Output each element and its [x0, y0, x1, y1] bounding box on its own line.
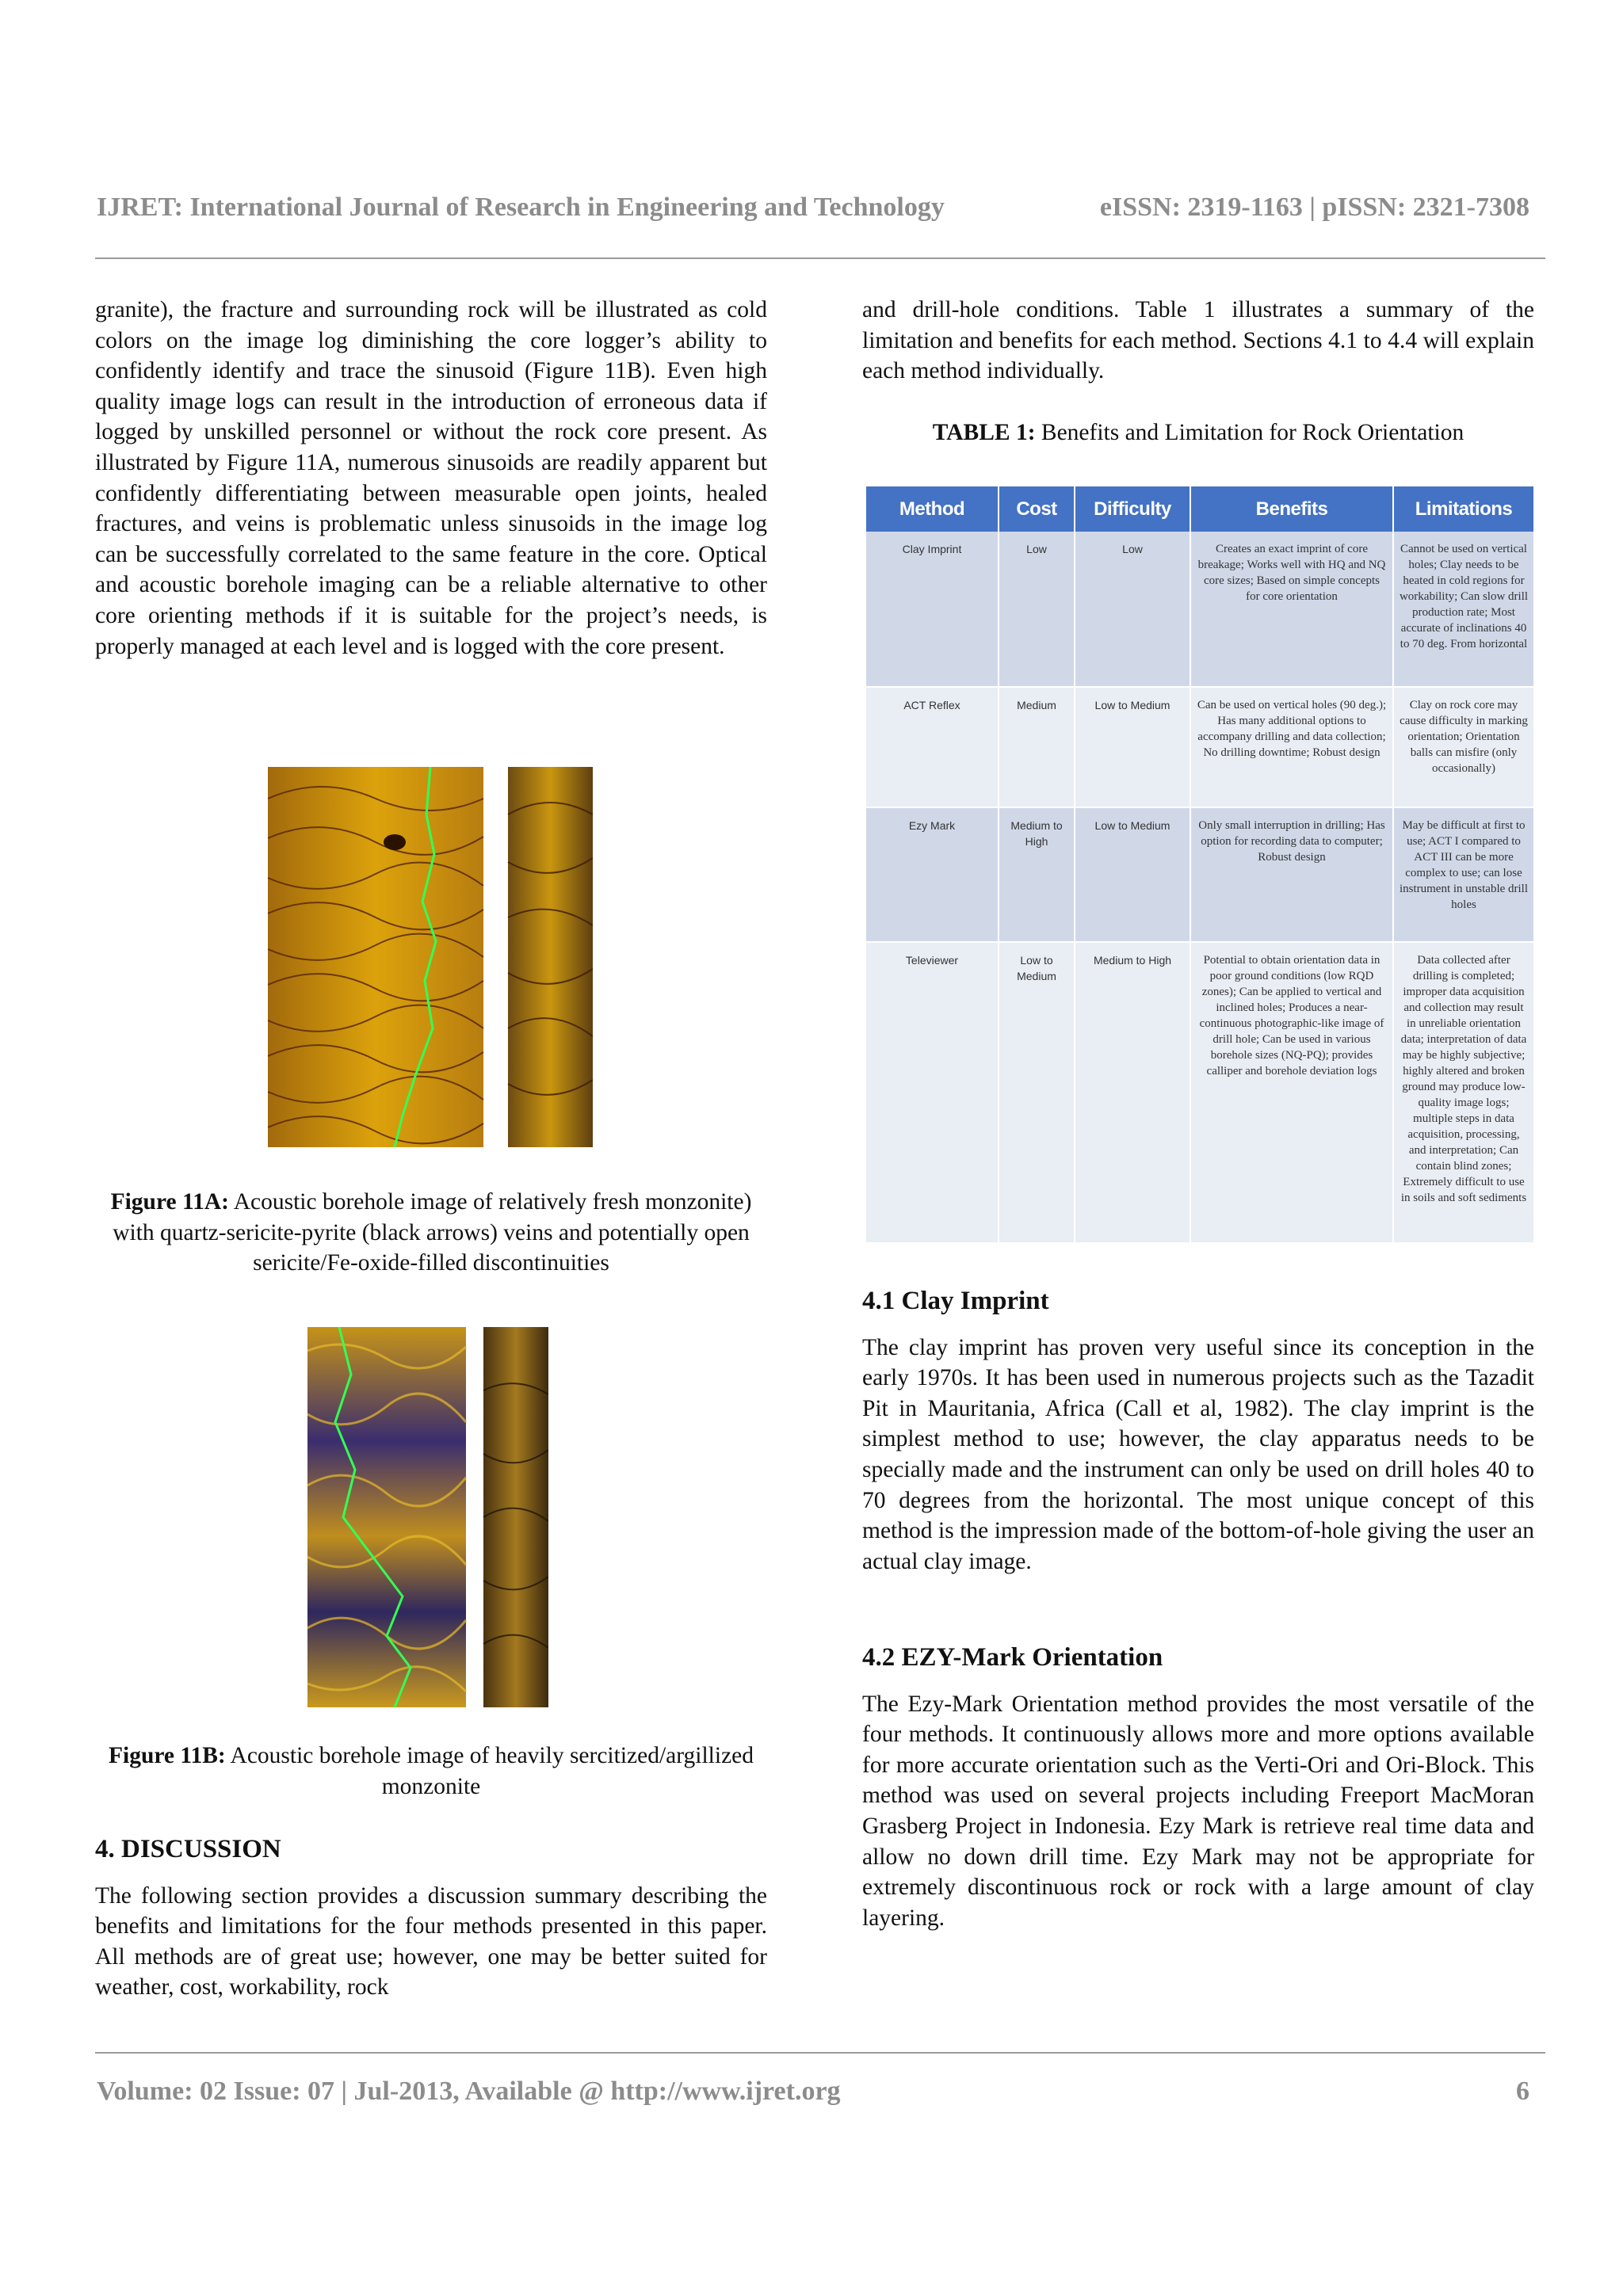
figure-11a-text: Acoustic borehole image of relatively fresh monzonite) with quartz-sericite-pyrite (black arrows) veins and potentially open sericite/Fe-oxide-filled discontinuities: [113, 1189, 752, 1276]
section-4-text: The following section provides a discussion summary describing the benefits and limitations for the four methods presented in this paper. All methods are of great use; however, one may be better suited for weather, cost, workability, rock: [95, 1882, 767, 2000]
table-row: [866, 687, 1534, 807]
section-4-2: [862, 1642, 1534, 1933]
table-cell-difficulty: Low to Medium: [1075, 807, 1190, 942]
table-cell-difficulty: Low to Medium: [1075, 687, 1190, 807]
issn-info: eISSN: 2319-1163 | pISSN: 2321-7308: [1099, 193, 1529, 222]
table-1-caption: Benefits and Limitation for Rock Orientation: [1035, 420, 1465, 445]
section-4-1-heading: 4.1 Clay Imprint: [862, 1287, 1049, 1315]
figure-11a-caption: [103, 1187, 759, 1279]
section-4-2-text: The Ezy-Mark Orientation method provides the most versatile of the four methods. It continuously allows more and more options available for more accurate orientation such as the Verti-Ori and Ori-Block. This method was used on several projects including Freeport MacMoran Grasberg Project in Indonesia. Ezy Mark is retrieve real time data and allow no down drill time. Ezy Mark may not be appropriate for extremely discontinuous rock or rock with a large amount of clay layering.: [862, 1691, 1534, 1931]
page-header: [97, 193, 1529, 223]
journal-title: IJRET: International Journal of Research in Engineering and Technology: [97, 193, 945, 222]
section-4: [95, 1834, 767, 2003]
header-limitations: Limitations: [1393, 486, 1534, 532]
table-cell-limitations: Data collected after drilling is completed; improper data acquisition and collection may result in unreliable orientation data; interpretation of data may be highly subjective; highly altered and broken ground may produce low-quality image logs; multiple steps in data acquisition, processing, and interpretation; Can contain blind zones; Extremely difficult to use in soils and soft sediments: [1393, 942, 1534, 1243]
table-cell-limitations: May be difficult at first to use; ACT I compared to ACT III can be more complex to use; can lose instrument in unstable drill holes: [1393, 807, 1534, 942]
figure-11b-label: Figure 11B:: [108, 1743, 226, 1768]
figure-11b-text: Acoustic borehole image of heavily sercitized/argillized monzonite: [225, 1743, 754, 1799]
table-cell-method: Televiewer: [866, 942, 999, 1243]
header-method: Method: [866, 486, 999, 532]
header-difficulty: Difficulty: [1075, 486, 1190, 532]
figure-11a-label: Figure 11A:: [110, 1189, 229, 1215]
table-cell-method: Ezy Mark: [866, 807, 999, 942]
page-number: 6: [1516, 2077, 1529, 2106]
page-footer: [97, 2077, 1529, 2107]
right-paragraph-1: and drill-hole conditions. Table 1 illustrates a summary of the limitation and benefits for each method. Sections 4.1 to 4.4 will explain each method individually.: [862, 297, 1534, 384]
header-cost: Cost: [999, 486, 1075, 532]
section-4-2-heading: 4.2 EZY-Mark Orientation: [862, 1643, 1163, 1672]
table-cell-benefits: Potential to obtain orientation data in poor ground conditions (low RQD zones); Can be applied to vertical and inclined holes; Produces a near-continuous photographic-like image of drill hole; Can be used in various borehole sizes (NQ-PQ); provides calliper and borehole deviation logs: [1190, 942, 1393, 1243]
table-cell-limitations: Cannot be used on vertical holes; Clay needs to be heated in cold regions for workability; Can slow drill production rate; Most accurate of inclinations 40 to 70 deg. From horizontal: [1393, 532, 1534, 687]
table-row: [866, 807, 1534, 942]
section-4-1: [862, 1286, 1534, 1577]
table-cell-difficulty: Low: [1075, 532, 1190, 687]
header-benefits: Benefits: [1190, 486, 1393, 532]
table-cell-benefits: Creates an exact imprint of core breakage; Works well with HQ and NQ core sizes; Based on simple concepts for core orientation: [1190, 532, 1393, 687]
header-rule: [95, 257, 1545, 259]
table-cell-method: Clay Imprint: [866, 532, 999, 687]
table-cell-cost: Medium to High: [999, 807, 1075, 942]
table-cell-cost: Medium: [999, 687, 1075, 807]
table-1-label: TABLE 1:: [932, 420, 1036, 445]
left-column: [95, 295, 767, 662]
table-1-title: [862, 420, 1534, 446]
table-row: [866, 532, 1534, 687]
table-cell-benefits: Only small interruption in drilling; Has option for recording data to computer; Robust design: [1190, 807, 1393, 942]
figure-11b-image: [307, 1327, 548, 1707]
benefits-limitations-table: [866, 486, 1535, 1244]
table-cell-benefits: Can be used on vertical holes (90 deg.); Has many additional options to accompany drilling and data collection; No drilling downtime; Robust design: [1190, 687, 1393, 807]
table-cell-difficulty: Medium to High: [1075, 942, 1190, 1243]
footer-volume: Volume: 02 Issue: 07 | Jul-2013, Available @ http://www.ijret.org: [97, 2077, 841, 2106]
table-cell-cost: Low: [999, 532, 1075, 687]
table-cell-method: ACT Reflex: [866, 687, 999, 807]
footer-rule: [95, 2052, 1545, 2054]
figure-11a-image: [268, 767, 593, 1147]
table-cell-cost: Low to Medium: [999, 942, 1075, 1243]
section-4-1-text: The clay imprint has proven very useful since its conception in the early 1970s. It has been used in numerous projects such as the Tazadit Pit in Mauritania, Africa (Call et al, 1982). The clay imprint is the simplest method to use; however, the clay apparatus needs to be specially made and the instrument can only be used on drill holes 40 to 70 degrees from the horizontal. The most unique concept of this method is the impression made of the bottom-of-hole giving the user an actual clay image.: [862, 1334, 1534, 1574]
left-paragraph-1: granite), the fracture and surrounding rock will be illustrated as cold colors on the image log diminishing the core logger’s ability to confidently identify and trace the sinusoid (Figure 11B). Even high quality image logs can result in the introduction of erroneous data if logged by unskilled personnel or without the rock core present. As illustrated by Figure 11A, numerous sinusoids are readily apparent but confidently differentiating between measurable open joints, healed fractures, and veins is problematic unless sinusoids in the image log can be successfully correlated to the same feature in the core. Optical and acoustic borehole imaging can be a reliable alternative to other core orienting methods if it is suitable for the project’s needs, is properly managed at each level and is logged with the core present.: [95, 297, 767, 659]
table-header-row: [866, 486, 1534, 532]
table-row: [866, 942, 1534, 1243]
figure-11b-caption: [103, 1741, 759, 1802]
right-column: [862, 295, 1534, 387]
section-4-heading: 4. DISCUSSION: [95, 1835, 281, 1863]
table-cell-limitations: Clay on rock core may cause difficulty in marking orientation; Orientation balls can misfire (only occasionally): [1393, 687, 1534, 807]
